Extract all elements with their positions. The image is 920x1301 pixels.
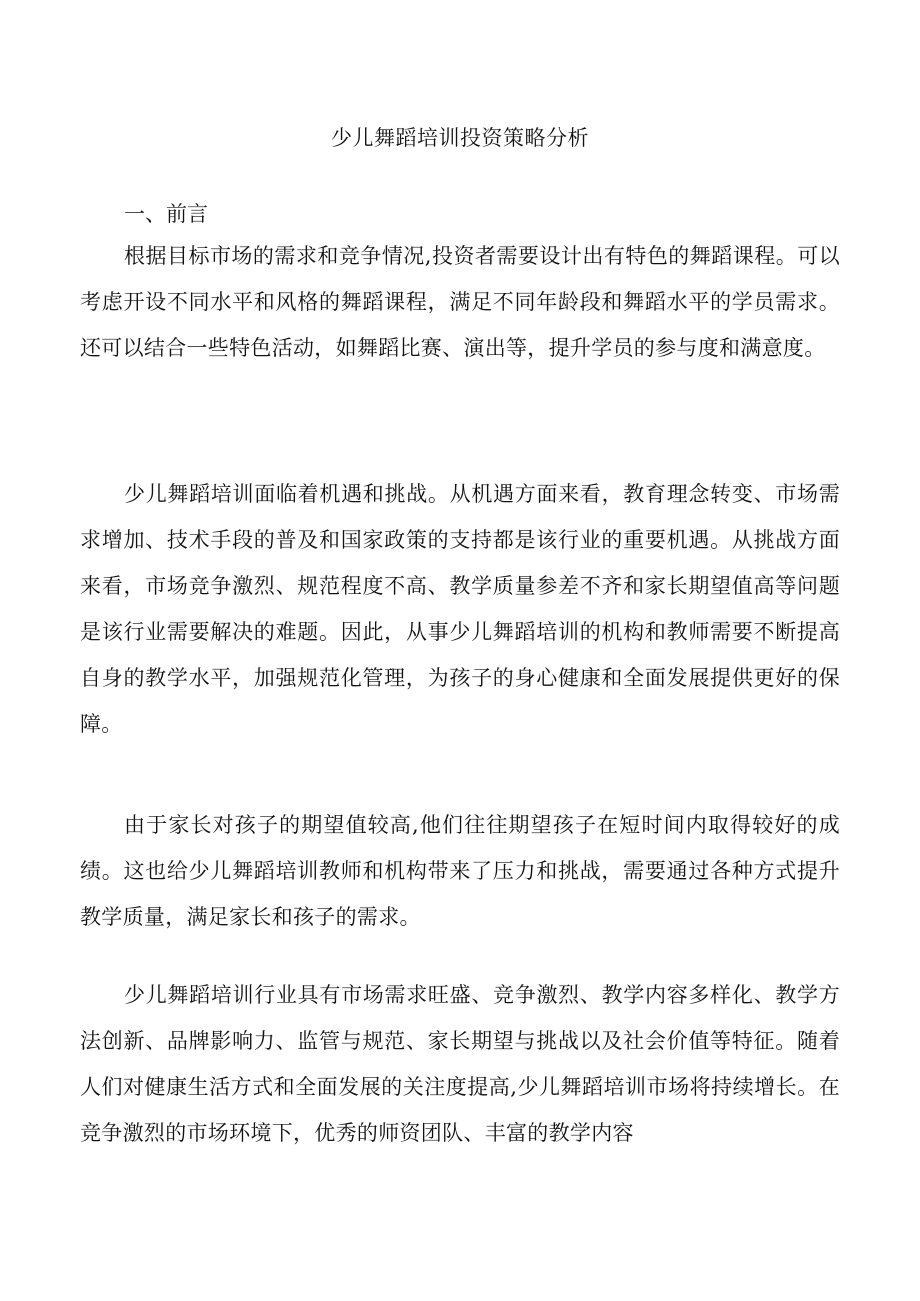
paragraph: 根据目标市场的需求和竞争情况,投资者需要设计出有特色的舞蹈课程。可以考虑开设不同水平和风格的舞蹈课程，满足不同年龄段和舞蹈水平的学员需求。还可以结合一些特色活动，如舞蹈比赛、演出等，提升学员的参与度和满意度。 — [80, 244, 840, 360]
paragraph: 少儿舞蹈培训行业具有市场需求旺盛、竞争激烈、教学内容多样化、教学方法创新、品牌影响力、监管与规范、家长期望与挑战以及社会价值等特征。随着人们对健康生活方式和全面发展的关注度提高,少儿舞蹈培训市场将持续增长。在竞争激烈的市场环境下，优秀的师资团队、丰富的教学内容 — [80, 983, 840, 1145]
paragraph: 少儿舞蹈培训面临着机遇和挑战。从机遇方面来看，教育理念转变、市场需求增加、技术手段的普及和国家政策的支持都是该行业的重要机遇。从挑战方面来看，市场竞争激烈、规范程度不高、教学质量参差不齐和家长期望值高等问题是该行业需要解决的难题。因此，从事少儿舞蹈培训的机构和教师需要不断提高自身的教学水平，加强规范化管理，为孩子的身心健康和全面发展提供更好的保障。 — [80, 482, 840, 736]
section-heading: 一、前言 — [124, 202, 208, 226]
document-title: 少儿舞蹈培训投资策略分析 — [331, 126, 589, 150]
paragraph: 由于家长对孩子的期望值较高,他们往往期望孩子在短时间内取得较好的成绩。这也给少儿舞蹈培训教师和机构带来了压力和挑战，需要通过各种方式提升教学质量，满足家长和孩子的需求。 — [80, 813, 840, 929]
